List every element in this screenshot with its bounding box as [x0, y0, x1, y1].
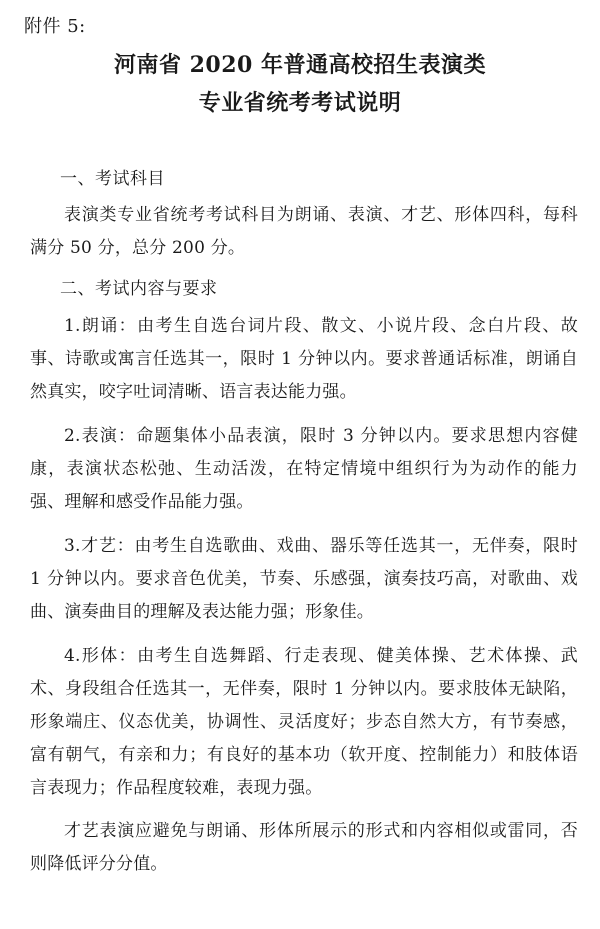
paragraph-talent: 3.才艺：由考生自选歌曲、戏曲、器乐等任选其一，无伴奏，限时 1 分钟以内。要求音色优美，节奏、乐感强，演奏技巧高，对歌曲、戏曲、演奏曲目的理解及表达能力强；形象佳。 [30, 536, 578, 622]
paragraph-recitation: 1.朗诵：由考生自选台词片段、散文、小说片段、念白片段、故事、诗歌或寓言任选其一，限时 1 分钟以内。要求普通话标准，朗诵自然真实，咬字吐词清晰、语言表达能力强。 [30, 316, 578, 402]
paragraph-subjects: 表演类专业省统考考试科目为朗诵、表演、才艺、形体四科，每科满分 50 分，总分 200 分。 [30, 205, 578, 258]
paragraph-talent-note: 才艺表演应避免与朗诵、形体所展示的形式和内容相似或雷同，否则降低评分分值。 [30, 821, 578, 874]
attachment-label: 附件 5: [24, 16, 86, 37]
section-heading-content: 二、考试内容与要求 [60, 279, 218, 299]
paragraph-physique: 4.形体：由考生自选舞蹈、行走表现、健美体操、艺术体操、武术、身段组合任选其一，无伴奏，限时 1 分钟以内。要求肢体无缺陷，形象端庄、仪态优美，协调性、灵活度好；步态自然大方，有节奏感，富有朝气，有亲和力；有良好的基本功（软开度、控制能力）和肢体语言表现力；作品程度较难，表现力强。 [30, 646, 578, 798]
section-heading-subjects: 一、考试科目 [60, 169, 165, 189]
paragraph-performance: 2.表演：命题集体小品表演，限时 3 分钟以内。要求思想内容健康，表演状态松弛、生动活泼，在特定情境中组织行为为动作的能力强、理解和感受作品能力强。 [30, 426, 578, 512]
document-title-line-2: 专业省统考考试说明 [198, 90, 402, 116]
document-title-line-1: 河南省 2020 年普通高校招生表演类 [113, 52, 487, 78]
